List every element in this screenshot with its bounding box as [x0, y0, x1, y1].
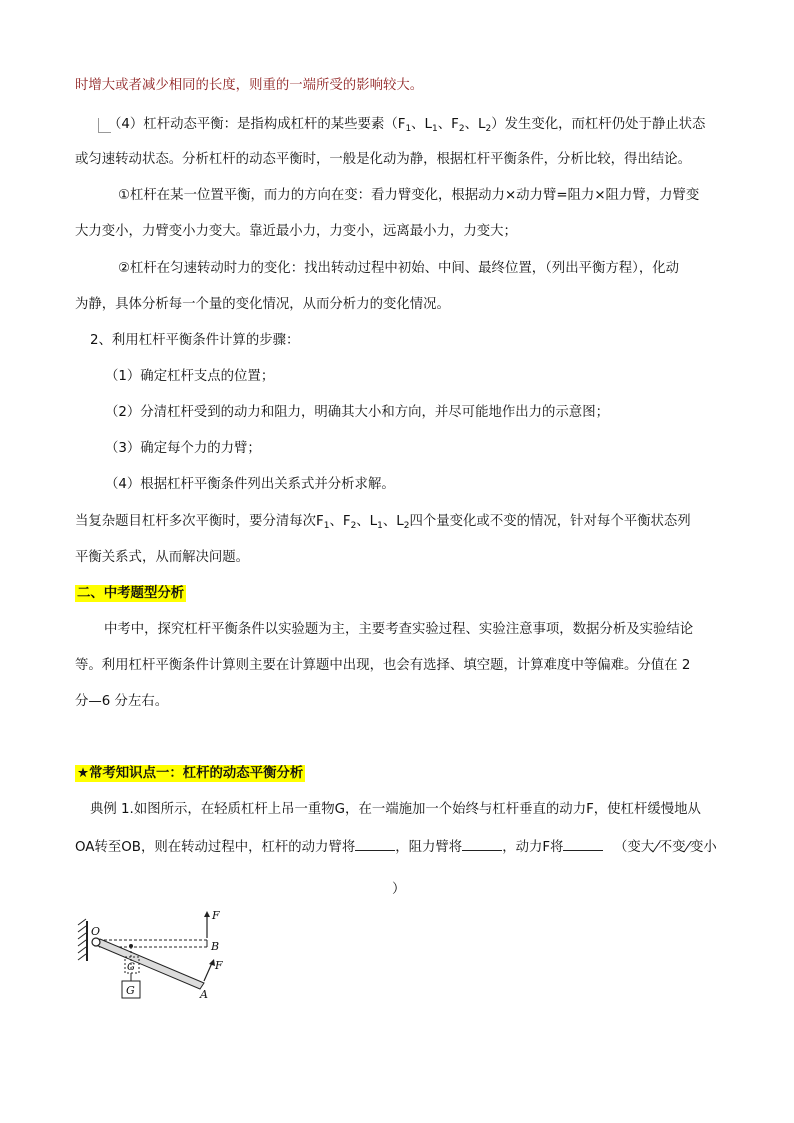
label-g-box: G	[126, 984, 135, 997]
label-g-top: G	[127, 962, 135, 973]
step-item: （1）确定杠杆支点的位置；	[105, 369, 275, 384]
force-arrow-side	[204, 959, 215, 981]
exam-analysis-line1: 中考中，探究杠杆平衡条件以实验题为主，主要考查实验过程、实验注意事项，数据分析及实验结论	[104, 622, 694, 637]
option-decrease: 变小	[689, 840, 717, 855]
pivot-o	[92, 938, 100, 946]
lever-figure	[74, 905, 244, 1005]
label-a: A	[200, 988, 208, 1001]
section-heading	[75, 584, 186, 604]
dynamic-balance-paragraph-line2: 或匀速转动状态。分析杠杆的动态平衡时，一般是化动为静，根据杠杆平衡条件，分析比较，得出结论。	[75, 152, 691, 167]
case-1-line1: ①杠杆在某一位置平衡，而力的方向在变：看力臂变化，根据动力×动力臂=阻力×阻力臂，力臂变	[118, 188, 700, 203]
case-2-line2: 为静，具体分析每一个量的变化情况，从而分析力的变化情况。	[75, 297, 450, 312]
answer-blank-power-arm[interactable]	[355, 836, 395, 851]
section-heading-text: 二、中考题型分析	[77, 586, 185, 601]
case-1-line2: 大力变小，力臂变小力变大。靠近最小力，力变小，远离最小力，力变大；	[75, 224, 517, 239]
step-item: （2）分清杠杆受到的动力和阻力，明确其大小和方向，并尽可能地作出力的示意图；	[105, 405, 609, 420]
multi-balance-line1: 当复杂题目杠杆多次平衡时，要分清每次$F_1$、$F_2$、$L_1$、$L_2$四个量变化或不变的情况，针对每个平衡状态列	[75, 514, 691, 531]
case-2-line1: ②杠杆在匀速转动时力的变化：找出转动过程中初始、中间、最终位置，（列出平衡方程），化动	[118, 261, 680, 276]
option-increase: 变大	[627, 840, 655, 855]
knowledge-point-heading	[75, 764, 305, 784]
answer-blank-force[interactable]	[563, 836, 603, 851]
label-o: O	[91, 925, 101, 938]
answer-options: （变大/不变/变小	[614, 840, 717, 855]
label-b: B	[211, 940, 220, 953]
option-unchanged: 不变	[658, 840, 686, 855]
label-f-top: F	[212, 909, 220, 922]
paragraph-text: 时增大或者减少相同的长度，则重的一端所受的影响较大。	[75, 78, 424, 93]
force-arrow-up	[204, 911, 210, 938]
exam-analysis-line2: 等。利用杠杆平衡条件计算则主要在计算题中出现，也会有选择、填空题，计算难度中等偏难。分值在 2	[75, 658, 691, 673]
dynamic-balance-paragraph: （4）杠杆动态平衡：是指构成杠杆的某些要素（$F_1$、$L_1$、$F_2$、$L_2$）发生变化，而杠杆仍处于静止状态	[108, 117, 706, 134]
label-f-side: F	[215, 959, 223, 972]
exam-analysis-line3: 分—6 分左右。	[75, 694, 169, 709]
step-item: （4）根据杠杆平衡条件列出关系式并分析求解。	[105, 477, 395, 492]
options-close-paren: ）	[392, 882, 406, 897]
steps-title: 2、利用杠杆平衡条件计算的步骤：	[90, 333, 300, 348]
answer-blank-resistance-arm[interactable]	[462, 836, 502, 851]
example-line2: OA转至OB，则在转动过程中，杠杆的动力臂将 ，阻力臂将 ，动力F将	[75, 836, 603, 858]
knowledge-point-heading-text: ★常考知识点一：杠杆的动态平衡分析	[77, 766, 304, 781]
step-item: （3）确定每个力的力臂；	[105, 441, 261, 456]
paragraph-continued	[75, 76, 423, 96]
multi-balance-line2: 平衡关系式，从而解决问题。	[75, 550, 250, 565]
wall	[78, 919, 87, 961]
example-line1: 典例 1.如图所示，在轻质杠杆上吊一重物G，在一端施加一个始终与杠杆垂直的动力F，使杠杆缓慢地从	[90, 802, 701, 817]
